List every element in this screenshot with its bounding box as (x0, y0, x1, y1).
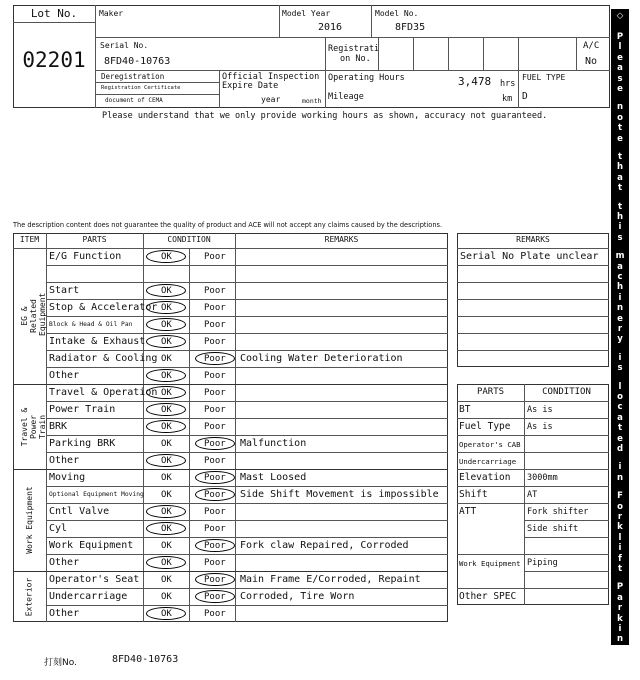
model-year-label: Model Year (282, 9, 331, 18)
banner-char: o (617, 501, 623, 512)
ok-option: OK (161, 575, 172, 585)
banner-char: n (616, 634, 624, 645)
banner-char: ◇ (616, 11, 624, 21)
banner-char: a (617, 261, 623, 272)
banner-char: a (617, 63, 623, 74)
ok-option: OK (161, 286, 172, 296)
banner-char: t (617, 423, 623, 434)
poor-option: Poor (204, 490, 226, 500)
registration-label-2: on No. (340, 54, 371, 64)
part-label: Other (49, 370, 80, 381)
banner-char: i (618, 624, 622, 634)
part-label: Power Train (49, 404, 116, 415)
group-label: Travel & Power Train (19, 407, 47, 446)
part-label: E/G Function (49, 251, 122, 262)
banner-char: h (616, 212, 624, 222)
banner-char: l (618, 532, 622, 543)
poor-option: Poor (204, 558, 226, 568)
item-column-header: ITEM (19, 235, 40, 244)
ok-option: OK (161, 371, 172, 381)
poor-option: Poor (204, 575, 226, 585)
part-label: Intake & Exhaust (49, 336, 146, 347)
poor-option: Poor (204, 524, 226, 534)
banner-char: h (616, 282, 624, 293)
part-label: Cntl Valve (49, 506, 110, 517)
model-no-label: Model No. (375, 9, 419, 18)
poor-option: Poor (204, 371, 226, 381)
remark-text: Side Shift Movement is impossible (240, 489, 439, 500)
fuel-type-value: D (522, 91, 528, 102)
part-label: Other (49, 608, 80, 619)
deregistration-label: Deregistration (101, 72, 165, 81)
spec-part: BT (459, 404, 471, 415)
banner-char: t (617, 183, 623, 194)
banner-char: i (618, 292, 622, 303)
month-label: month (302, 97, 322, 105)
banner-char: s (617, 73, 623, 84)
banner-char: h (616, 162, 624, 173)
parts-column-header: PARTS (82, 235, 107, 244)
banner-char: k (617, 613, 623, 624)
banner-char: k (617, 522, 623, 533)
banner-char: m (615, 251, 625, 262)
spec-value: AT (527, 490, 538, 500)
remark-text: Cooling Water Deterioration (240, 353, 403, 364)
banner-char: r (617, 324, 623, 334)
ac-value: No (585, 56, 598, 67)
poor-option: Poor (204, 337, 226, 347)
lot-number: 02201 (22, 48, 86, 72)
poor-option: Poor (204, 609, 226, 619)
header-frame (13, 5, 610, 108)
part-label: Undercarriage (49, 591, 128, 602)
ok-option: OK (161, 456, 172, 466)
cema-document-label: document of CEMA (105, 97, 163, 104)
remarks-column-header: REMARKS (324, 235, 359, 244)
spec-part: Work Equipment (459, 559, 521, 568)
model-no-value: 8FD35 (395, 22, 426, 33)
banner-char: l (618, 381, 622, 392)
poor-option: Poor (204, 456, 226, 466)
part-label: Other (49, 455, 80, 466)
poor-option: Poor (204, 388, 226, 398)
banner-char: c (617, 272, 623, 282)
banner-char: l (618, 42, 622, 53)
poor-option: Poor (204, 252, 226, 262)
ok-option: OK (161, 541, 172, 551)
remarks-header: REMARKS (516, 235, 550, 244)
ok-option: OK (161, 439, 172, 449)
banner-char: g (616, 644, 624, 655)
banner-char: n (616, 102, 624, 113)
banner-char: e (617, 133, 623, 144)
banner-char: i (618, 352, 622, 363)
spec-part: Elevation (459, 472, 511, 483)
poor-option: Poor (204, 354, 226, 364)
group-label: Work Equipment (24, 486, 34, 554)
banner-char: f (618, 553, 622, 564)
ok-option: OK (161, 490, 172, 500)
banner-char: P (616, 582, 624, 593)
registration-label-1: Registrati (328, 44, 380, 54)
part-label: Work Equipment (49, 540, 134, 551)
banner-char: o (617, 112, 623, 123)
banner-char: y (617, 334, 623, 345)
banner-char: t (617, 201, 623, 212)
ok-option: OK (161, 422, 172, 432)
part-label: Cyl (49, 523, 68, 534)
part-label: Stop & Accelerator (49, 302, 158, 313)
location-banner (611, 9, 629, 674)
ok-option: OK (161, 609, 172, 619)
poor-option: Poor (204, 405, 226, 415)
banner-char: e (617, 84, 623, 94)
banner-char: r (617, 512, 623, 522)
poor-option: Poor (204, 303, 226, 313)
serial-label: Serial No. (100, 41, 149, 50)
operating-hours-label: Operating Hours (328, 73, 405, 83)
condition-column-header: CONDITION (167, 235, 211, 244)
poor-option: Poor (204, 541, 226, 551)
poor-option: Poor (204, 439, 226, 449)
banner-char: a (617, 412, 623, 423)
banner-char: e (617, 52, 623, 63)
fuel-type-label: FUEL TYPE (522, 73, 566, 82)
remark-text: Mast Loosed (240, 472, 307, 483)
banner-char: a (617, 592, 623, 603)
banner-char: ◇ (616, 663, 624, 674)
stamp-no-label: 打刻No. (44, 658, 77, 668)
ok-option: OK (161, 388, 172, 398)
spec-value: As is (527, 422, 553, 432)
poor-option: Poor (204, 473, 226, 483)
spec-value: Fork shifter (527, 507, 589, 517)
ac-label: A/C (583, 41, 600, 51)
spec-part: Fuel Type (459, 421, 511, 432)
ok-option: OK (161, 558, 172, 568)
year-label: year (261, 95, 281, 104)
ok-option: OK (161, 252, 172, 262)
banner-char: c (617, 402, 623, 413)
part-label: Moving (49, 472, 86, 483)
spec-value: Side shift (527, 524, 579, 534)
banner-char: a (617, 172, 623, 183)
km-unit: km (502, 94, 513, 104)
spec-part: Undercarriage (459, 457, 517, 466)
ok-option: OK (161, 303, 172, 313)
part-label: BRK (49, 421, 68, 432)
spec-part: ATT (459, 506, 477, 517)
poor-option: Poor (204, 320, 226, 330)
part-label: Start (49, 285, 80, 296)
banner-char: t (617, 123, 623, 134)
stamp-no-value: 8FD40-10763 (112, 654, 179, 665)
inspection-label-2: Expire Date (222, 81, 279, 91)
serial-value: 8FD40-10763 (104, 56, 171, 67)
ok-option: OK (161, 405, 172, 415)
banner-char: d (616, 444, 624, 454)
banner-char: n (616, 303, 624, 314)
remark-text: Corroded, Tire Worn (240, 591, 355, 602)
group-label: Exterior (24, 577, 34, 616)
poor-option: Poor (204, 422, 226, 432)
part-label: Block & Head & Oil Pan (49, 321, 133, 328)
part-label: Travel & Operation (49, 387, 158, 398)
ok-option: OK (161, 354, 172, 364)
spec-condition-header: CONDITION (542, 387, 591, 397)
operating-hours-value: 3,478 (458, 75, 492, 88)
ok-option: OK (161, 507, 172, 517)
lot-label: Lot No. (30, 7, 78, 20)
remark-text: Fork claw Repaired, Corroded (240, 540, 409, 551)
ok-option: OK (161, 473, 172, 483)
banner-char: P (616, 32, 624, 42)
banner-char: o (617, 392, 623, 402)
poor-option: Poor (204, 286, 226, 296)
banner-char: s (617, 363, 623, 374)
maker-label: Maker (99, 9, 124, 18)
ok-option: OK (161, 592, 172, 602)
part-label: Radiator & Cooling (49, 353, 158, 364)
remark-text: Main Frame E/Corroded, Repaint (240, 574, 421, 585)
spec-part: Shift (459, 489, 488, 500)
banner-char: e (617, 313, 623, 324)
banner-char: e (617, 433, 623, 444)
mileage-label: Mileage (328, 92, 364, 102)
ok-option: OK (161, 337, 172, 347)
registration-certificate-label: Registration Certificate (101, 85, 181, 91)
spec-part: Operator's CAB (459, 440, 521, 449)
disclaimer: The description content does not guarantee the quality of product and ACE will not accept any claims caused by the descriptions. (13, 221, 443, 229)
poor-option: Poor (204, 507, 226, 517)
banner-char: t (617, 564, 623, 574)
inspection-label-1: Official Inspection (222, 72, 320, 82)
hrs-unit: hrs (500, 79, 516, 89)
part-label: Other (49, 557, 80, 568)
spec-value: 3000mm (527, 473, 558, 483)
spec-part: Other SPEC (459, 591, 517, 602)
model-year-value: 2016 (318, 22, 343, 33)
working-hours-notice: Please understand that we only provide working hours as shown, accuracy not guaranteed. (102, 111, 548, 121)
part-label: Optional Equipment Moving (49, 491, 144, 498)
spec-parts-header: PARTS (476, 387, 505, 397)
banner-char: n (616, 472, 624, 483)
banner-char: i (618, 222, 622, 233)
group-label: EG & Related Equipment (19, 292, 47, 336)
ok-option: OK (161, 524, 172, 534)
banner-char: i (618, 462, 622, 473)
remark-text: Malfunction (240, 438, 307, 449)
banner-char: r (617, 603, 623, 614)
banner-char: t (617, 152, 623, 162)
poor-option: Poor (204, 592, 226, 602)
spec-value: Piping (527, 558, 558, 568)
banner-char: F (617, 491, 623, 502)
remarks-line: Serial No Plate unclear (460, 251, 599, 262)
ok-option: OK (161, 320, 172, 330)
part-label: Parking BRK (49, 438, 116, 449)
banner-char: i (618, 543, 622, 554)
spec-value: As is (527, 405, 553, 415)
part-label: Operator's Seat (49, 574, 140, 585)
banner-char: s (617, 232, 623, 243)
